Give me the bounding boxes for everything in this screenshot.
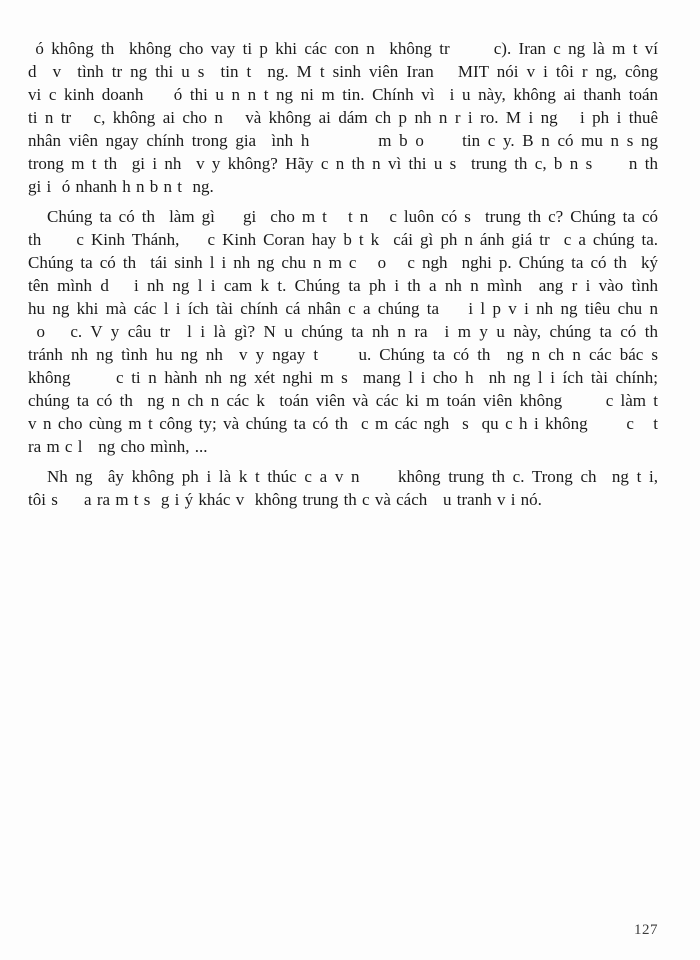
text-line: tôi s a ra m t s g i ý khác v không trung th c và cách u tranh v i nó. [28,490,542,509]
text-line: Nh ng ây không ph i là k t thúc c a v n không trung th c. Trong ch ng t i, [47,467,658,486]
text-line: Chúng ta có th làm gì gi cho m t t n c luôn có s trung th c? Chúng ta có [47,207,658,226]
text-block [28,37,658,511]
text-line: tránh nh ng tình hu ng nh v y ngay t u. Chúng ta có th ng n ch n các bác s [28,345,658,364]
text-line: Chúng ta có th tái sinh l i nh ng chu n m c o c ngh nghi p. Chúng ta có th ký [28,253,658,272]
text-line: trong m t th gi i nh v y không? Hãy c n th n vì thi u s trung th c, b n s n th [28,154,658,173]
text-line: o c. V y câu tr l i là gì? N u chúng ta nh n ra i m y u này, chúng ta có th [28,322,658,341]
text-line: gi i ó nhanh h n b n t ng. [28,177,214,196]
paragraph-3 [28,465,658,511]
text-line: tên mình d i nh ng l i cam k t. Chúng ta ph i th a nh n mình ang r i vào tình [28,276,658,295]
text-line: v n cho cùng m t công ty; và chúng ta có th c m các ngh s qu c h i không c t [28,414,658,433]
text-line: chúng ta có th ng n ch n các k toán viên và các ki m toán viên không c làm t [28,391,658,410]
paragraph-2 [28,205,658,458]
text-line: th c Kinh Thánh, c Kinh Coran hay b t k cái gì ph n ánh giá tr c a chúng ta. [28,230,658,249]
text-line: không c ti n hành nh ng xét nghi m s mang l i cho h nh ng l i ích tài chính; [28,368,658,387]
text-line: hu ng khi mà các l i ích tài chính cá nhân c a chúng ta i l p v i nh ng tiêu chu n [28,299,658,318]
text-line: d v tình tr ng thi u s tin t ng. M t sinh viên Iran MIT nói v i tôi r ng, công [28,62,658,81]
page-number: 127 [634,922,658,938]
text-line: nhân viên ngay chính trong gia ình h m b o tin c y. B n có mu n s ng [28,131,658,150]
text-line: ti n tr c, không ai cho n và không ai dám ch p nh n r i ro. M i ng i ph i thuê [28,108,658,127]
text-line: ó không th không cho vay ti p khi các con n không tr c). Iran c ng là m t ví [28,39,659,58]
text-line: vi c kinh doanh ó thi u n n t ng ni m tin. Chính vì i u này, không ai thanh toán [28,85,658,104]
paragraph-1 [28,37,658,198]
text-line: ra m c l ng cho mình, ... [28,437,208,456]
